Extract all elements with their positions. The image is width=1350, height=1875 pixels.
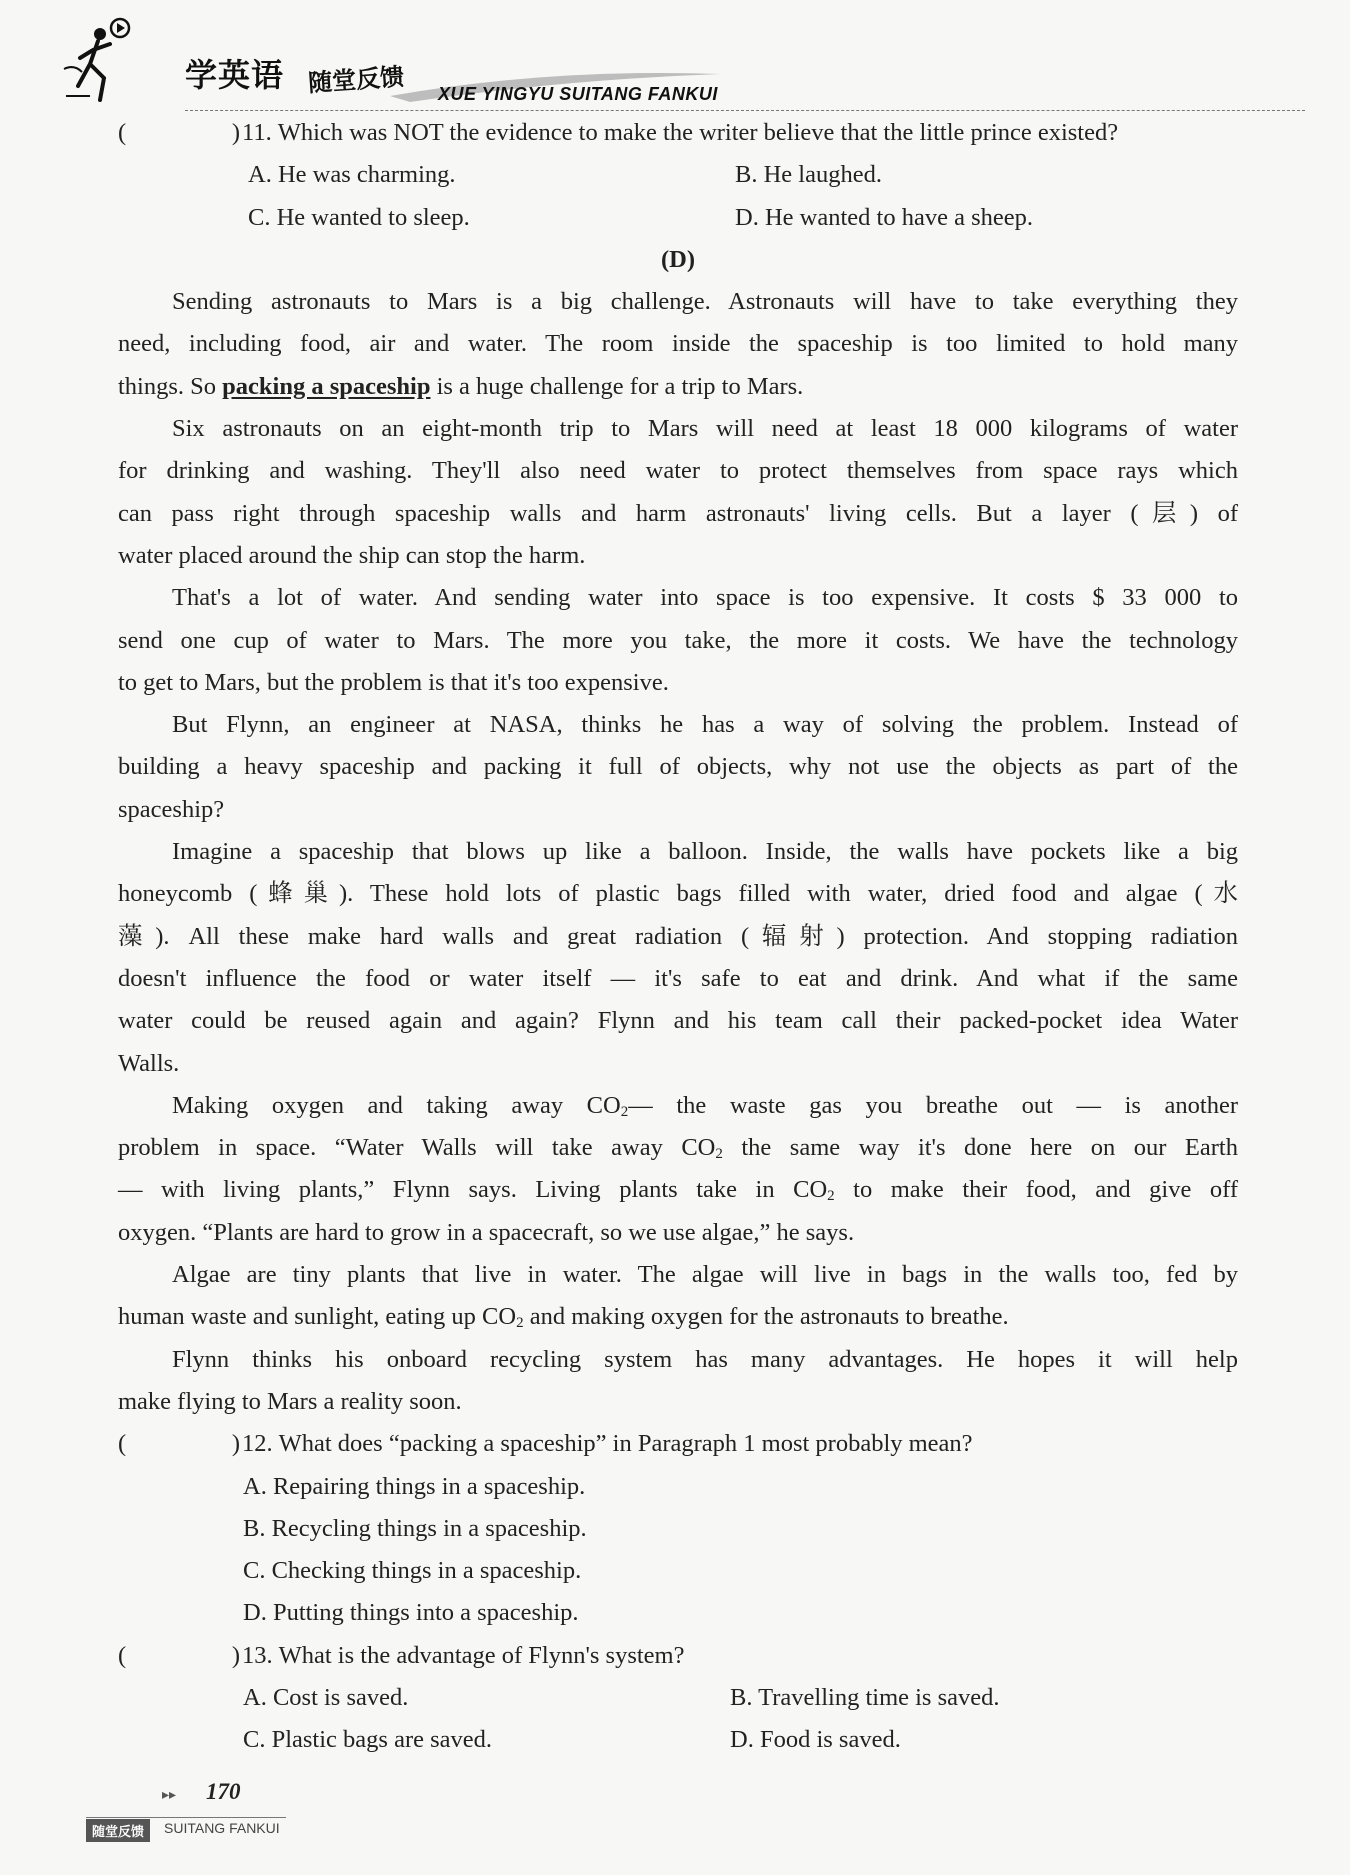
question-number: 12. (242, 1430, 273, 1458)
option-d: D. Food is saved. (730, 1726, 901, 1754)
double-arrow-icon: ▸▸ (162, 1787, 177, 1803)
answer-bracket[interactable]: ( ) (118, 1641, 240, 1669)
page-header (60, 14, 1240, 104)
option-c: C. Checking things in a spaceship. (243, 1557, 582, 1585)
option-a: A. Repairing things in a spaceship. (243, 1472, 586, 1500)
option-c: C. Plastic bags are saved. (243, 1726, 493, 1754)
option-b: B. He laughed. (735, 161, 882, 189)
option-a: A. Cost is saved. (243, 1683, 409, 1711)
question-number: 13. (242, 1641, 273, 1669)
option-d: D. Putting things into a spaceship. (243, 1599, 579, 1627)
page-number: 170 (206, 1779, 241, 1804)
header-title: 学英语 (185, 56, 285, 94)
question-13 (118, 1635, 1238, 1677)
question-11-options (248, 154, 1238, 239)
option-b: B. Travelling time is saved. (730, 1683, 1000, 1711)
footer-label: 随堂反馈 (86, 1819, 150, 1842)
paragraph-7: Algae are tiny plants that live in water. The algae will live in bags in the walls too, fed by human waste and sunlight, eating up $CO_2$ and making oxygen for the astronauts to breathe. (118, 1261, 1238, 1332)
paragraph-5: Imagine a spaceship that blows up like a balloon. Inside, the walls have pockets like a big honeycomb (蜂巢). These hold lots of plastic bags filled with water, dried food and algae (水 藻). All these make hard walls and great radiation (辐射) protection. And stopping radiation doesn't influence the food or water itself — it's safe to eat and drink. And what if the same water could be reused again and again? Flynn and his team call their packed-pocket idea Water Walls. (118, 838, 1238, 1077)
answer-bracket[interactable]: ( ) (118, 119, 240, 146)
paragraph-1: Sending astronauts to Mars is a big challenge. Astronauts will have to take everything they (172, 288, 1238, 316)
question-number: 11. (242, 119, 272, 146)
question-12-options (243, 1466, 1238, 1635)
answer-bracket[interactable]: ( ) (118, 1430, 240, 1458)
option-b: B. Recycling things in a spaceship. (243, 1514, 587, 1542)
question-stem: What does “packing a spaceship” in Paragraph 1 most probably mean? (278, 1430, 973, 1458)
paragraph-3: That's a lot of water. And sending water into space is too expensive. It costs $ 33 000 to send one cup of water to Mars. The more you take, the more it costs. We have the technology to get to Mars, but the problem is that it's too expensive. (118, 584, 1238, 696)
page-content: ( ) 11. Which was NOT the evidence to make the writer believe that the little prince existed? A. He was charming. B. He laughed. C. He wanted to sleep. D. He wanted to have a sheep. (D) Sending astronauts to Mars is a big challenge. Astronauts will have to take everything they need, including food, air and water. The room inside the spaceship is too limited to hold many things. So packing a spaceship is a huge challenge for a trip to Mars. Six astronauts on an eight-month trip to Mars will need at least 18 000 kilograms of water for drinking and washing. They'll also need water to protect themselves from space rays which can pass right through spaceship walls and harm astronauts' living cells. But a layer (层) of water placed around the ship can stop the harm. That's a lot of water. And sending water into space is too expensive. It costs $ 33 000 to send one cup of water to Mars. The more you take, the more it costs. We have the technology to get to Mars, but the problem is that it's too expensive. But Flynn, an engineer at NASA, thinks he has a way of solving the problem. Instead of building a heavy spaceship and packing it full of objects, why not use the objects as part of the spaceship? Imagine a spaceship that blows up like a balloon. Inside, the walls have pockets like a big honeycomb (蜂巢). These hold lots of plastic bags filled with water, dried food and algae (水 藻). All these make hard walls and great radiation (辐射) protection. And stopping radiation doesn't influence the food or water itself — it's safe to eat and drink. And what if the same water could be reused again and again? Flynn and his team call their packed-pocket idea Water Walls. Making oxygen and taking away $CO_2—$ the waste gas you breathe out — is another problem in space. “Water Walls will take away $CO_2$ the same way it's done here on our Earth — with living plants,” Flynn says. Living plants take in $CO_2$ to make their food, and give off oxygen. “Plants are hard to grow in a spacecraft, so we use algae,” he says. Algae are tiny plants that live in water. The algae will live in bags in the walls too, fed by human waste and sunlight, eating up $CO_2$ and making oxygen for the astronauts to breathe. Flynn thinks his onboard recycling system has many advantages. He hopes it will help make flying to Mars a reality soon. ( ) 12. What does “packing a spaceship” in Paragraph 1 most probably mean? A. Repairing things in a spaceship. B. Recycling things in a spaceship. C. Checking things in a spaceship. D. Putting things into a spaceship. ( ) 13. What is the advantage of Flynn's system? A. Cost is saved. B. Travelling time is saved. C. Plastic bags are saved. D. Food is saved. (118, 112, 1238, 1762)
question-11 (118, 112, 1238, 154)
header-divider (185, 110, 1305, 111)
question-stem: Which was NOT the evidence to make the writer believe that the little prince existed? (277, 119, 1119, 146)
paragraph-2: Six astronauts on an eight-month trip to Mars will need at least 18 000 kilograms of water for drinking and washing. They'll also need water to protect themselves from space rays which can pass right through spaceship walls and harm astronauts' living cells. But a layer (层) of water placed around the ship can stop the harm. (118, 415, 1238, 569)
footer-divider (86, 1817, 286, 1818)
option-d: D. He wanted to have a sheep. (735, 203, 1033, 231)
question-13-options (243, 1677, 1238, 1762)
underlined-phrase: packing a spaceship (222, 372, 431, 400)
footer-pinyin: SUITANG FANKUI (164, 1820, 280, 1836)
paragraph-4: But Flynn, an engineer at NASA, thinks he has a way of solving the problem. Instead of building a heavy spaceship and packing it full of objects, why not use the objects as part of the spaceship? (118, 711, 1238, 823)
paragraph-6: Making oxygen and taking away $CO_2—$ the waste gas you breathe out — is another problem in space. “Water Walls will take away $CO_2$ the same way it's done here on our Earth — with living plants,” Flynn says. Living plants take in $CO_2$ to make their food, and give off oxygen. “Plants are hard to grow in a spacecraft, so we use algae,” he says. (118, 1091, 1238, 1246)
page-footer (86, 1775, 386, 1845)
runner-logo-icon (60, 14, 170, 104)
option-c: C. He wanted to sleep. (248, 203, 470, 231)
option-a: A. He was charming. (248, 161, 456, 189)
header-pinyin: XUE YINGYU SUITANG FANKUI (438, 84, 718, 104)
section-title: (D) (660, 245, 695, 273)
paragraph-8: Flynn thinks his onboard recycling system has many advantages. He hopes it will help make flying to Mars a reality soon. (118, 1345, 1238, 1415)
question-12 (118, 1423, 1238, 1465)
question-stem: What is the advantage of Flynn's system? (278, 1641, 685, 1669)
header-subtitle: 随堂反馈 (307, 62, 406, 98)
